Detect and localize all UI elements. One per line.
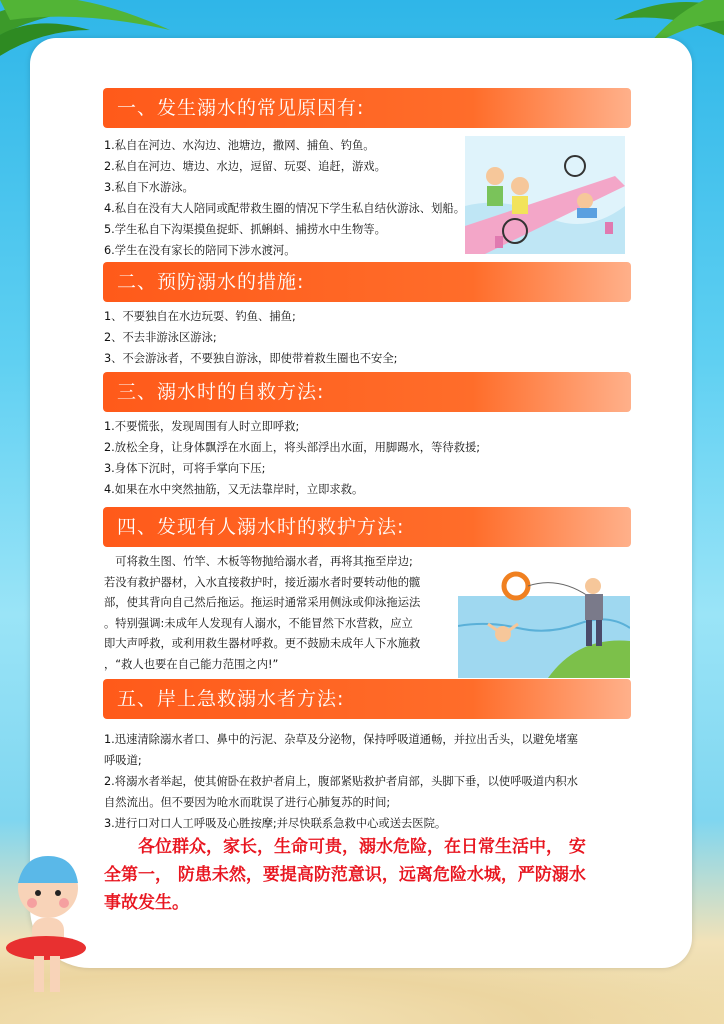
section-title-4: 四、发现有人溺水时的救护方法: [103, 507, 631, 547]
list-item: 呼吸道; [104, 754, 142, 767]
list-item: 2.放松全身，让身体飘浮在水面上，将头部浮出水面，用脚踢水，等待救援; [104, 441, 481, 454]
list-item: 3.身体下沉时，可将手掌向下压; [104, 462, 266, 475]
list-item: 自然流出。但不要因为呛水而耽误了进行心肺复苏的时间; [104, 796, 391, 809]
list-item: 1.私自在河边、水沟边、池塘边，撒网、捕鱼、钓鱼。 [104, 139, 375, 152]
section-title-3: 三、溺水时的自救方法: [103, 372, 631, 412]
section-title-2: 二、预防溺水的措施: [103, 262, 631, 302]
list-item: 1.迅速清除溺水者口、鼻中的污泥、杂草及分泌物，保持呼吸道通畅，并拉出舌头，以避免堵塞 [104, 733, 578, 746]
section-2-list [104, 306, 397, 369]
list-item: 2、不去非游泳区游泳; [104, 331, 217, 344]
section-1-list [104, 135, 465, 261]
list-item: 3、不会游泳者，不要独自游泳，即使带着救生圈也不安全; [104, 352, 398, 365]
list-item: 6.学生在没有家长的陪同下涉水渡河。 [104, 244, 296, 257]
safety-warning: 各位群众，家长，生命可贵，溺水危险，在日常生活中， 安 全第一， 防患未然，要提高防范意识，远离危险水城，严防溺水 事故发生。 [104, 837, 586, 913]
list-item: 1.不要慌张，发现周围有人时立即呼救; [104, 420, 300, 433]
list-item: 3.进行口对口人工呼吸及心胜按摩;并尽快联系急救中心或送去医院。 [104, 817, 447, 830]
swimming-kid-illustration [4, 848, 88, 998]
section-title-5: 五、岸上急救溺水者方法: [103, 679, 631, 719]
list-item: 4.如果在水中突然抽筋，又无法靠岸时，立即求救。 [104, 483, 364, 496]
list-item: 2.将溺水者举起，使其俯卧在救护者肩上，腹部紧贴救护者肩部，头脚下垂，以使呼吸道内积水 [104, 775, 578, 788]
section-3-list [104, 416, 480, 500]
list-item: 1、不要独自在水边玩耍、钓鱼、捕鱼; [104, 310, 296, 323]
list-item: 3.私自下水游泳。 [104, 181, 194, 194]
rescue-ring-illustration [458, 566, 630, 678]
list-item: 4.私自在没有大人陪同或配带救生圈的情况下学生私自结伙游泳、划船。 [104, 202, 465, 215]
section-4-paragraph: 可将救生图、竹竿、木板等物抛给溺水者，再将其拖至岸边; 若没有救护器材，入水直接救护时，接近溺水者时要转动他的髋 部，使其背向自己然后拖运。拖运时通常采用侧泳或仰泳拖运法 。特别强调:未成年人发现有人溺水，不能冒然下水营救，应立 即大声呼救，或利用救生器材呼救。更不鼓励未成年人下水施救 ，“救人也要在自己能力范围之内!” [104, 555, 421, 671]
section-5-list [104, 729, 578, 834]
children-by-water-illustration [465, 136, 625, 254]
list-item: 2.私自在河边、塘边、水边，逗留、玩耍、追赶，游戏。 [104, 160, 386, 173]
list-item: 5.学生私自下沟渠摸鱼捉虾、抓蝌蚪、捕捞水中生物等。 [104, 223, 386, 236]
section-title-1: 一、发生溺水的常见原因有: [103, 88, 631, 128]
